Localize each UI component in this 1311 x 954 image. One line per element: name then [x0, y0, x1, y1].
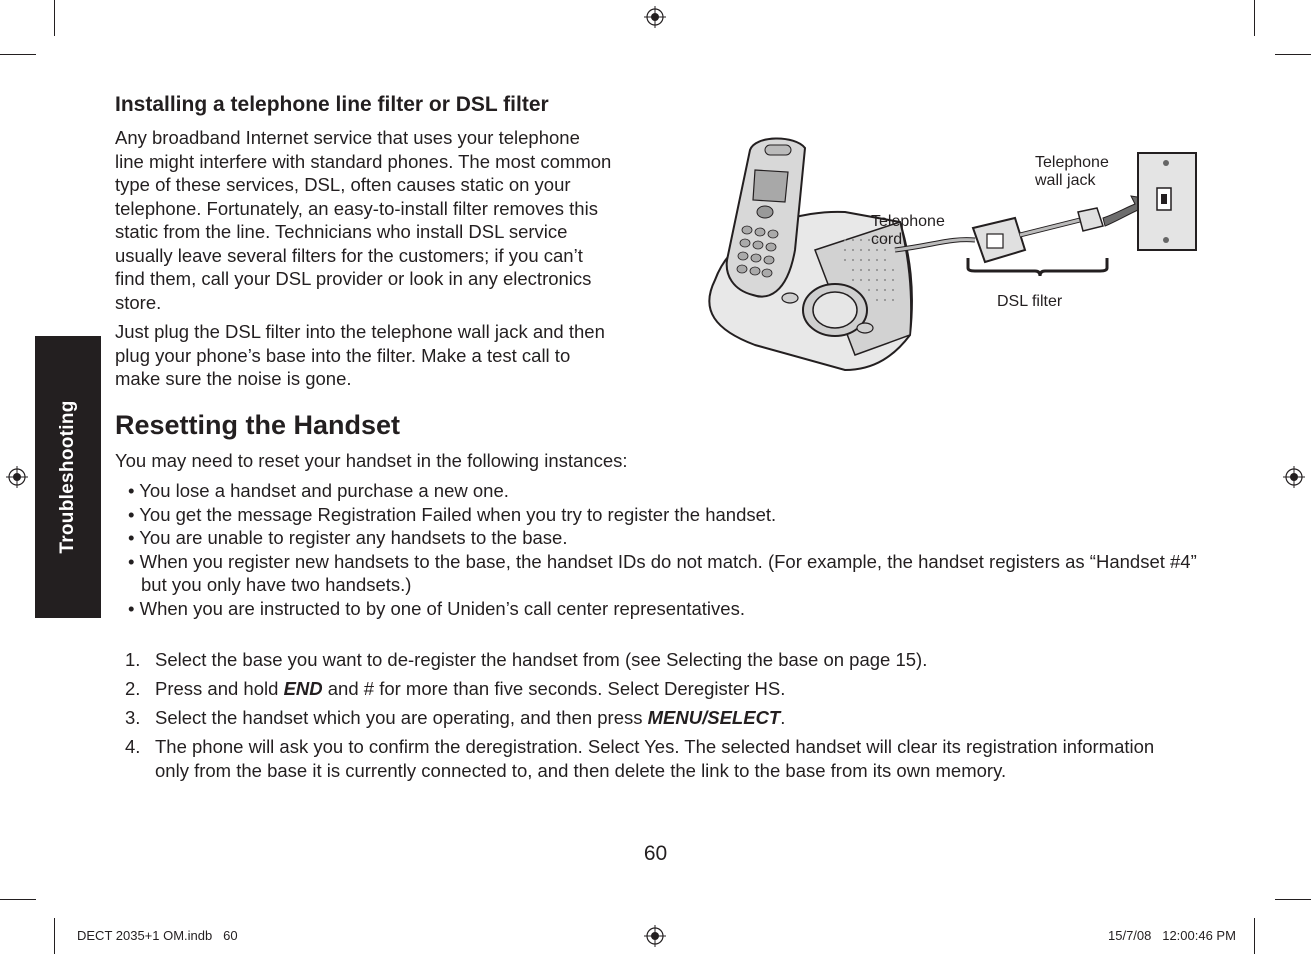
filter-section-title: Installing a telephone line filter or DSL filter [115, 93, 549, 116]
crop-mark [54, 918, 55, 954]
list-item: • When you register new handsets to the base, the handset IDs do not match. (For example, the handset registers as “Handset #4” but you only have two handsets.) [128, 550, 1197, 595]
side-tab-label: Troubleshooting [57, 400, 78, 554]
label-line: wall jack [1035, 172, 1096, 189]
step-text: Select the handset which you are operating, and then press [155, 707, 648, 728]
label-line: cord [871, 231, 903, 248]
registration-mark-icon [644, 6, 666, 28]
reset-intro: You may need to reset your handset in the following instances: [115, 450, 628, 471]
crop-mark [1275, 54, 1311, 55]
step-number: 3. [125, 707, 141, 728]
text-line: Just plug the DSL filter into the telephone wall jack and then [115, 321, 605, 342]
crop-mark [0, 54, 36, 55]
text-line: make sure the noise is gone. [115, 368, 352, 389]
text-line: usually leave several filters for the customers; if you can’t [115, 244, 583, 266]
step-item [125, 706, 1185, 730]
phone-base-and-filter-drawing [695, 130, 1200, 380]
filter-paragraph-2 [115, 320, 605, 391]
filter-paragraph-1 [115, 126, 611, 314]
crop-mark [0, 899, 36, 900]
text-line: Any broadband Internet service that uses your telephone [115, 127, 580, 148]
step-text: Press and hold [155, 678, 284, 699]
label-line: Telephone [1035, 154, 1109, 171]
step-item [125, 648, 1185, 672]
text-line: telephone. Fortunately, an easy-to-install filter removes this [115, 197, 598, 219]
text-line: plug your phone’s base into the filter. Make a test call to [115, 344, 571, 366]
step-item [125, 735, 1185, 782]
list-item: • You lose a handset and purchase a new one. [128, 480, 509, 501]
step-number: 2. [125, 678, 141, 699]
page-number: 60 [643, 842, 668, 865]
label-line: Telephone [871, 213, 945, 230]
list-item: • You get the message Registration Failed when you try to register the handset. [128, 503, 777, 525]
print-slug-filename: DECT 2035+1 OM.indb 60 [77, 928, 238, 943]
key-name: END [283, 678, 323, 699]
crop-mark [1254, 918, 1255, 954]
section-side-tab [35, 336, 101, 618]
text-line: type of these services, DSL, often causes static on your [115, 174, 571, 195]
crop-mark [54, 0, 55, 36]
print-slug-timestamp: 15/7/08 12:00:46 PM [1108, 928, 1236, 943]
list-item: • When you are instructed to by one of Uniden’s call center representatives. [128, 597, 745, 619]
step-text: and # for more than five seconds. Select Deregister HS. [322, 678, 786, 699]
text-line: line might interfere with standard phones. The most common [115, 150, 612, 172]
text-line: store. [115, 291, 162, 313]
reset-steps-list [125, 648, 1185, 788]
registration-mark-icon [1283, 466, 1305, 488]
dsl-filter-label: DSL filter [997, 293, 1063, 310]
step-item [125, 677, 1185, 701]
step-text: The phone will ask you to confirm the deregistration. Select Yes. The selected handset will clear its registration information only from the base it is currently connected to, and then delete the link to the base from its own memory. [155, 736, 1155, 781]
dsl-filter-illustration [695, 130, 1200, 380]
text-line: find them, call your DSL provider or look in any electronics [115, 268, 592, 289]
reset-instances-list [128, 479, 1198, 620]
step-text: . [780, 707, 786, 728]
registration-mark-icon [6, 466, 28, 488]
registration-mark-icon [644, 925, 666, 947]
crop-mark [1275, 899, 1311, 900]
step-text: Select the base you want to de-register the handset from (see Selecting the base on page 15). [155, 649, 928, 670]
step-number: 4. [125, 736, 141, 757]
telephone-cord-label [871, 213, 945, 249]
crop-mark [1254, 0, 1255, 36]
wall-jack-label [1035, 154, 1109, 190]
text-line: static from the line. Technicians who install DSL service [115, 221, 568, 242]
list-item: • You are unable to register any handsets to the base. [128, 527, 568, 548]
step-number: 1. [125, 649, 141, 670]
reset-section-title: Resetting the Handset [115, 410, 401, 440]
key-name: MENU/SELECT [647, 707, 781, 728]
